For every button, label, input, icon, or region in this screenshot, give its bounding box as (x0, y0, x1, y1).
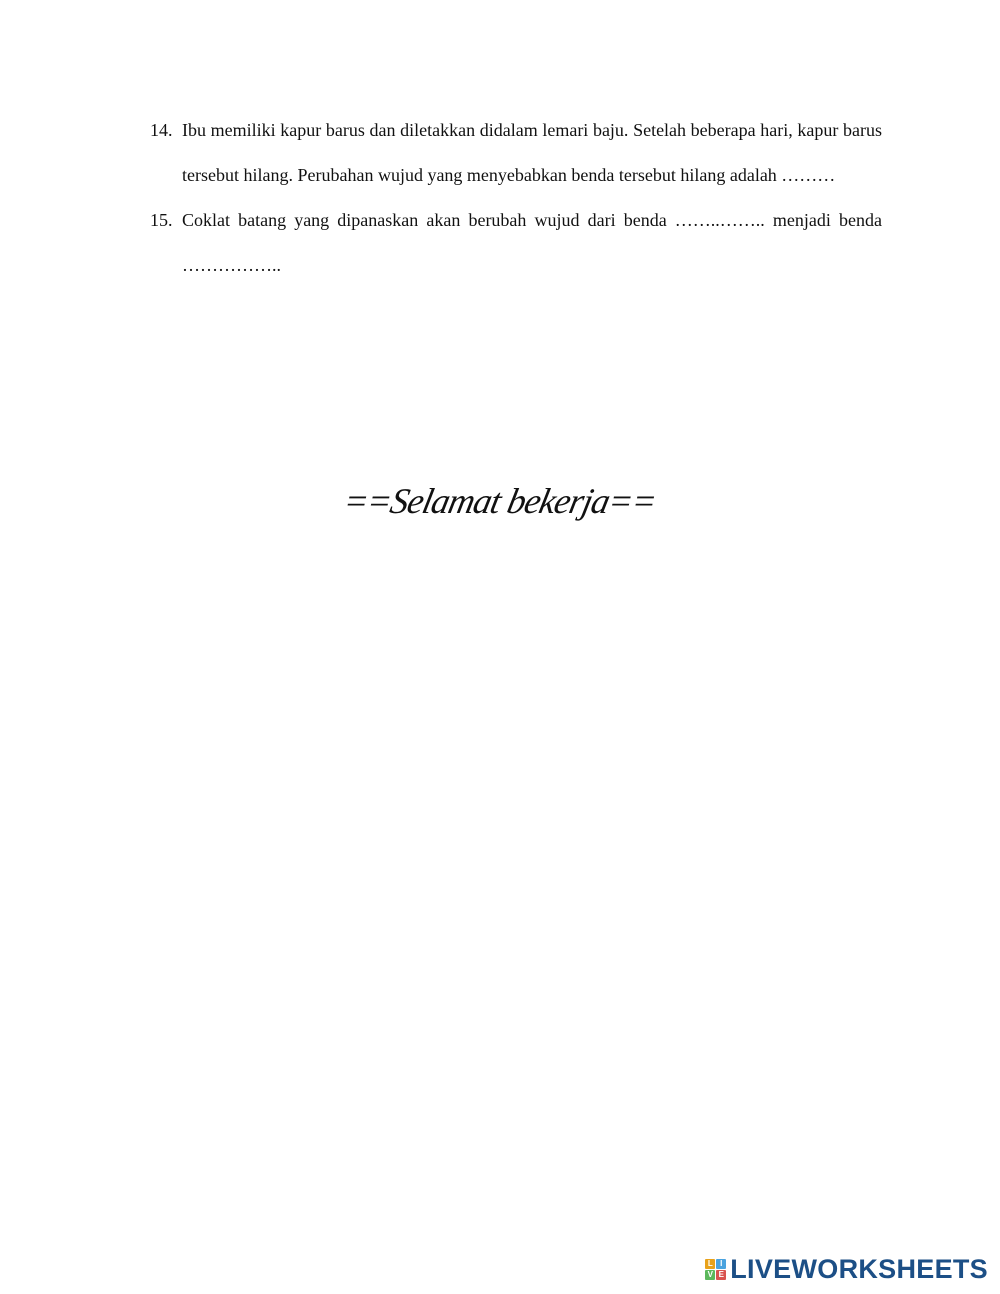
question-14 (150, 108, 882, 198)
liveworksheets-logo (705, 1254, 988, 1284)
logo-letter: I (716, 1259, 726, 1269)
question-number: 14. (150, 120, 173, 140)
question-list (150, 108, 882, 288)
question-15 (150, 198, 882, 288)
logo-letter: V (705, 1270, 715, 1280)
question-number: 15. (150, 210, 173, 230)
brand-text: LIVEWORKSHEETS (730, 1253, 988, 1284)
question-text: Ibu memiliki kapur barus dan diletakkan didalam lemari baju. Setelah beberapa hari, kapur barus tersebut hilang. Perubahan wujud yang menyebabkan benda tersebut hilang adalah ……… (182, 120, 882, 185)
logo-letter: E (716, 1270, 726, 1280)
logo-icon (705, 1259, 726, 1280)
question-text: Coklat batang yang dipanaskan akan berubah wujud dari benda ……..…….. menjadi benda …………….. (182, 210, 882, 275)
logo-letter: L (705, 1259, 715, 1269)
closing-text: ==Selamat bekerja== (340, 481, 660, 521)
